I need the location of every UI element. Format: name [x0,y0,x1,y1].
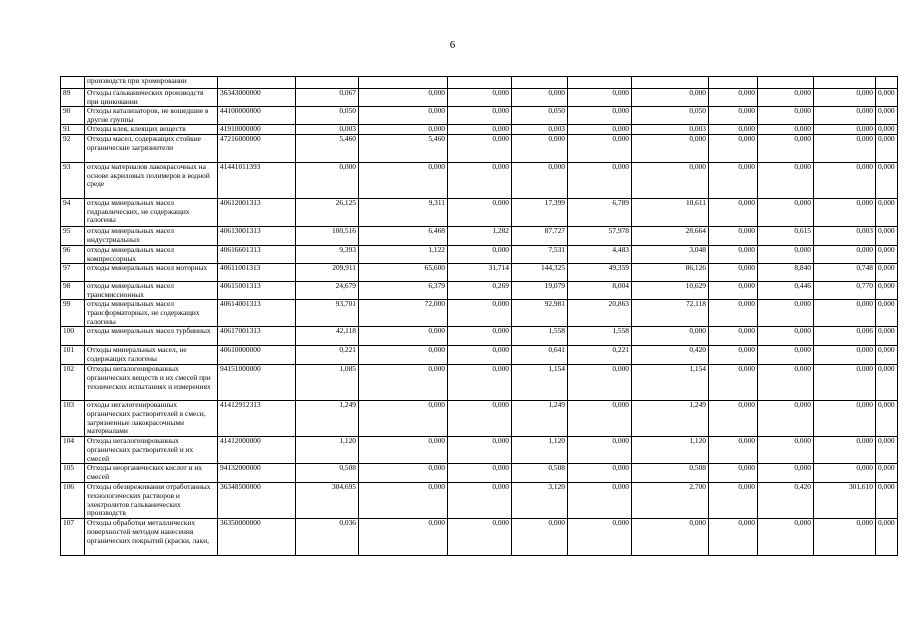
table-row [61,519,898,556]
value-cell [758,77,814,89]
waste-code: 41910000000 [218,125,296,135]
value-cell: 0,000 [876,519,898,556]
value-cell: 0,000 [448,162,512,198]
value-cell: 0,000 [709,245,758,263]
waste-code: 41441011393 [218,162,296,198]
value-cell: 0,000 [568,365,632,401]
value-cell: 0,000 [876,327,898,346]
table-row [61,77,898,89]
waste-name: Отходы катализаторов, не вошедшие в другие группы [85,107,218,125]
value-cell [814,77,876,89]
value-cell: 0,748 [814,264,876,282]
value-cell: 26,125 [296,198,359,226]
table-row [61,198,898,226]
value-cell: 0,000 [359,464,448,483]
value-cell: 10,629 [632,282,709,300]
value-cell: 1,249 [512,401,568,437]
value-cell: 0,000 [448,401,512,437]
value-cell: 10,611 [632,198,709,226]
row-number: 92 [61,134,85,162]
row-number: 99 [61,300,85,327]
value-cell: 0,000 [876,346,898,365]
waste-code: 40613001313 [218,226,296,245]
value-cell: 0,003 [814,226,876,245]
table-row [61,134,898,162]
value-cell: 0,000 [876,300,898,327]
value-cell: 0,000 [758,401,814,437]
value-cell: 3,048 [632,245,709,263]
value-cell: 0,000 [758,162,814,198]
value-cell: 24,679 [296,282,359,300]
value-cell: 0,000 [448,519,512,556]
value-cell: 0,000 [359,519,448,556]
value-cell: 0,000 [876,401,898,437]
waste-name: Отходы обработки металлических поверхностей методом нанесения органических покрытий (краски, лаки, [85,519,218,556]
value-cell: 0,000 [359,346,448,365]
value-cell: 87,727 [512,226,568,245]
value-cell: 0,050 [296,107,359,125]
value-cell: 8,004 [568,282,632,300]
value-cell: 0,000 [758,437,814,464]
value-cell: 0,000 [758,245,814,263]
table-row [61,282,898,300]
waste-code: 40617001313 [218,327,296,346]
waste-name: Отходы масел, содержащих стойкие органические загрязнители [85,134,218,162]
value-cell: 209,911 [296,264,359,282]
value-cell: 0,000 [709,327,758,346]
value-cell: 0,000 [568,125,632,135]
value-cell: 0,000 [876,226,898,245]
value-cell: 31,714 [448,264,512,282]
value-cell: 0,000 [632,519,709,556]
value-cell: 1,249 [632,401,709,437]
waste-code: 40614001313 [218,300,296,327]
value-cell: 0,000 [568,162,632,198]
value-cell: 0,000 [448,198,512,226]
table-row [61,245,898,263]
waste-name: отходы минеральных масел трансмиссионных [85,282,218,300]
value-cell: 0,000 [758,519,814,556]
value-cell: 0,000 [814,519,876,556]
value-cell: 0,269 [448,282,512,300]
value-cell: 0,006 [814,327,876,346]
waste-name: Отходы обезвреживания отработанных технологических растворов и электролитов гальванических производств [85,483,218,519]
value-cell: 0,000 [632,89,709,107]
value-cell: 0,000 [814,107,876,125]
value-cell: 0,000 [758,134,814,162]
waste-code: 40615001313 [218,282,296,300]
waste-code: 36350000000 [218,519,296,556]
value-cell: 0,000 [814,125,876,135]
waste-name: отходы материалов лакокрасочных на основе акриловых полимеров в водной среде [85,162,218,198]
value-cell: 0,000 [876,162,898,198]
waste-name: Отходы неорганических кислот и их смесей [85,464,218,483]
value-cell: 0,615 [758,226,814,245]
value-cell: 49,359 [568,264,632,282]
value-cell: 0,420 [632,346,709,365]
row-number: 96 [61,245,85,263]
value-cell: 6,789 [568,198,632,226]
waste-name: отходы минеральных масел моторных [85,264,218,282]
value-cell: 4,483 [568,245,632,263]
value-cell: 19,079 [512,282,568,300]
value-cell: 0,000 [876,125,898,135]
value-cell: 0,000 [814,162,876,198]
value-cell: 2,700 [632,483,709,519]
value-cell: 100,516 [296,226,359,245]
value-cell: 17,399 [512,198,568,226]
value-cell: 0,000 [814,300,876,327]
row-number: 98 [61,282,85,300]
value-cell: 0,000 [758,198,814,226]
value-cell: 0,000 [512,519,568,556]
waste-code: 94132000000 [218,464,296,483]
value-cell: 0,000 [709,162,758,198]
value-cell: 8,840 [758,264,814,282]
value-cell: 0,000 [359,483,448,519]
waste-code: 40612001313 [218,198,296,226]
waste-name: отходы минеральных масел трансформаторных, не содержащих галогены [85,300,218,327]
value-cell: 0,000 [758,125,814,135]
value-cell: 93,701 [296,300,359,327]
table-row [61,437,898,464]
value-cell: 0,000 [448,365,512,401]
value-cell: 0,000 [359,107,448,125]
value-cell: 0,000 [758,107,814,125]
value-cell: 42,118 [296,327,359,346]
value-cell: 0,000 [512,162,568,198]
value-cell: 0,000 [876,365,898,401]
value-cell: 0,000 [814,198,876,226]
value-cell: 0,000 [359,89,448,107]
value-cell: 0,508 [632,464,709,483]
value-cell: 1,154 [632,365,709,401]
value-cell [359,77,448,89]
waste-code: 94151000000 [218,365,296,401]
value-cell: 0,000 [709,89,758,107]
value-cell: 0,000 [876,437,898,464]
value-cell: 1,085 [296,365,359,401]
value-cell [632,77,709,89]
waste-code: 47216000000 [218,134,296,162]
row-number: 97 [61,264,85,282]
value-cell: 0,000 [709,107,758,125]
value-cell: 6,379 [359,282,448,300]
value-cell: 0,000 [876,107,898,125]
waste-code: 40616601313 [218,245,296,263]
value-cell: 7,531 [512,245,568,263]
value-cell: 0,000 [876,483,898,519]
value-cell [296,77,359,89]
value-cell: 5,460 [359,134,448,162]
table-row [61,483,898,519]
value-cell: 0,000 [758,327,814,346]
value-cell: 0,000 [568,107,632,125]
table-row [61,401,898,437]
value-cell: 0,000 [814,464,876,483]
value-cell: 0,641 [512,346,568,365]
value-cell: 0,000 [448,89,512,107]
row-number: 103 [61,401,85,437]
table-row [61,125,898,135]
value-cell: 0,000 [359,401,448,437]
value-cell: 0,036 [296,519,359,556]
value-cell: 0,000 [359,162,448,198]
row-number: 101 [61,346,85,365]
value-cell: 20,863 [568,300,632,327]
value-cell: 0,000 [448,464,512,483]
value-cell: 0,000 [359,327,448,346]
value-cell: 0,000 [709,282,758,300]
value-cell: 0,000 [448,125,512,135]
value-cell [512,77,568,89]
waste-name: производств при хромировании [85,77,218,89]
value-cell: 0,508 [296,464,359,483]
row-number: 94 [61,198,85,226]
row-number: 93 [61,162,85,198]
waste-name: отходы минеральных масел турбинных [85,327,218,346]
row-number: 89 [61,89,85,107]
waste-code: 36343000000 [218,89,296,107]
table-row [61,346,898,365]
value-cell: 0,000 [448,327,512,346]
value-cell: 0,221 [296,346,359,365]
value-cell: 72,000 [359,300,448,327]
waste-table [60,76,898,556]
value-cell: 0,000 [568,89,632,107]
table-row [61,162,898,198]
value-cell: 0,000 [448,107,512,125]
waste-name: Отходы негалогенированных органических растворителей и их смесей [85,437,218,464]
value-cell: 0,067 [296,89,359,107]
value-cell: 0,000 [758,346,814,365]
table-body [61,77,898,556]
waste-code: 41412912313 [218,401,296,437]
value-cell: 144,325 [512,264,568,282]
value-cell: 0,000 [568,437,632,464]
value-cell: 0,000 [758,300,814,327]
value-cell: 0,000 [709,464,758,483]
value-cell [876,77,898,89]
value-cell: 0,000 [876,134,898,162]
value-cell: 0,000 [448,483,512,519]
table-row [61,264,898,282]
table-row [61,464,898,483]
value-cell: 0,000 [632,327,709,346]
value-cell: 0,000 [709,483,758,519]
value-cell: 0,000 [568,464,632,483]
waste-name: отходы негалогенированных органических растворителей в смеси, загрязненные лакокрасочными материалами [85,401,218,437]
value-cell: 0,000 [568,519,632,556]
row-number: 90 [61,107,85,125]
value-cell: 9,311 [359,198,448,226]
value-cell: 0,050 [512,107,568,125]
value-cell: 28,664 [632,226,709,245]
value-cell: 0,000 [814,245,876,263]
waste-name: Отходы гальванических производств при цинковании [85,89,218,107]
value-cell: 0,000 [448,134,512,162]
value-cell: 0,000 [448,437,512,464]
value-cell: 92,981 [512,300,568,327]
value-cell: 86,126 [632,264,709,282]
value-cell: 0,000 [359,437,448,464]
value-cell: 0,003 [632,125,709,135]
value-cell: 0,770 [814,282,876,300]
value-cell: 9,393 [296,245,359,263]
value-cell: 0,000 [814,365,876,401]
waste-code: 44100000000 [218,107,296,125]
value-cell: 0,446 [758,282,814,300]
waste-name: Отходы минеральных масел, не содержащих галогены [85,346,218,365]
value-cell: 72,118 [632,300,709,327]
value-cell: 0,000 [814,437,876,464]
value-cell: 0,003 [296,125,359,135]
value-cell: 6,468 [359,226,448,245]
row-number: 104 [61,437,85,464]
value-cell: 301,610 [814,483,876,519]
value-cell: 1,120 [296,437,359,464]
value-cell: 1,154 [512,365,568,401]
row-number: 102 [61,365,85,401]
value-cell: 0,000 [709,519,758,556]
row-number: 106 [61,483,85,519]
value-cell: 0,221 [568,346,632,365]
value-cell: 0,000 [876,245,898,263]
row-number: 107 [61,519,85,556]
table-row [61,300,898,327]
value-cell: 0,000 [876,264,898,282]
value-cell: 0,000 [632,134,709,162]
value-cell: 1,249 [296,401,359,437]
value-cell: 0,000 [568,483,632,519]
row-number: 91 [61,125,85,135]
value-cell [709,77,758,89]
value-cell: 0,000 [814,134,876,162]
waste-code: 40610000000 [218,346,296,365]
value-cell: 0,003 [512,125,568,135]
value-cell: 1,120 [632,437,709,464]
waste-name: Отходы негалогенированных органических веществ и их смесей при технических испытаниях и измерениях [85,365,218,401]
value-cell: 0,000 [709,437,758,464]
table-row [61,107,898,125]
value-cell: 0,000 [448,245,512,263]
table-row [61,226,898,245]
value-cell: 0,000 [512,134,568,162]
value-cell: 5,460 [296,134,359,162]
value-cell: 65,600 [359,264,448,282]
value-cell: 0,000 [568,134,632,162]
value-cell: 0,000 [876,282,898,300]
value-cell: 0,050 [632,107,709,125]
waste-code [218,77,296,89]
value-cell: 0,000 [632,162,709,198]
value-cell: 0,000 [876,89,898,107]
value-cell: 0,000 [814,346,876,365]
row-number: 95 [61,226,85,245]
value-cell: 0,000 [296,162,359,198]
value-cell: 1,558 [512,327,568,346]
waste-name: отходы минеральных масел гидравлических, не содержащих галогены [85,198,218,226]
value-cell: 0,000 [709,198,758,226]
waste-name: отходы минеральных масел индустриальных [85,226,218,245]
waste-code: 41412000000 [218,437,296,464]
row-number: 105 [61,464,85,483]
row-number [61,77,85,89]
value-cell: 3,120 [512,483,568,519]
value-cell: 0,000 [448,346,512,365]
value-cell: 0,000 [568,401,632,437]
value-cell: 0,000 [876,198,898,226]
waste-code: 40611001313 [218,264,296,282]
value-cell: 1,558 [568,327,632,346]
value-cell: 0,420 [758,483,814,519]
waste-name: Отходы клея, клеящих веществ [85,125,218,135]
waste-code: 36348500000 [218,483,296,519]
row-number: 100 [61,327,85,346]
value-cell: 1,282 [448,226,512,245]
value-cell: 0,000 [814,401,876,437]
table-row [61,89,898,107]
value-cell: 0,000 [709,134,758,162]
value-cell: 0,000 [512,89,568,107]
value-cell: 0,000 [709,264,758,282]
value-cell: 0,000 [709,346,758,365]
value-cell: 0,000 [709,365,758,401]
page-number: 6 [449,39,456,51]
value-cell: 304,695 [296,483,359,519]
table-row [61,327,898,346]
value-cell: 0,000 [709,125,758,135]
value-cell: 0,000 [709,300,758,327]
value-cell: 0,000 [758,464,814,483]
value-cell: 0,508 [512,464,568,483]
value-cell: 0,000 [359,365,448,401]
waste-name: отходы минеральных масел компрессорных [85,245,218,263]
value-cell: 1,122 [359,245,448,263]
value-cell: 0,000 [758,89,814,107]
value-cell: 0,000 [758,365,814,401]
table-row [61,365,898,401]
value-cell: 0,000 [359,125,448,135]
value-cell [448,77,512,89]
value-cell: 0,000 [876,464,898,483]
value-cell: 0,000 [448,300,512,327]
value-cell [568,77,632,89]
value-cell: 0,000 [814,89,876,107]
value-cell: 0,000 [709,226,758,245]
value-cell: 1,120 [512,437,568,464]
value-cell: 0,000 [709,401,758,437]
value-cell: 57,978 [568,226,632,245]
